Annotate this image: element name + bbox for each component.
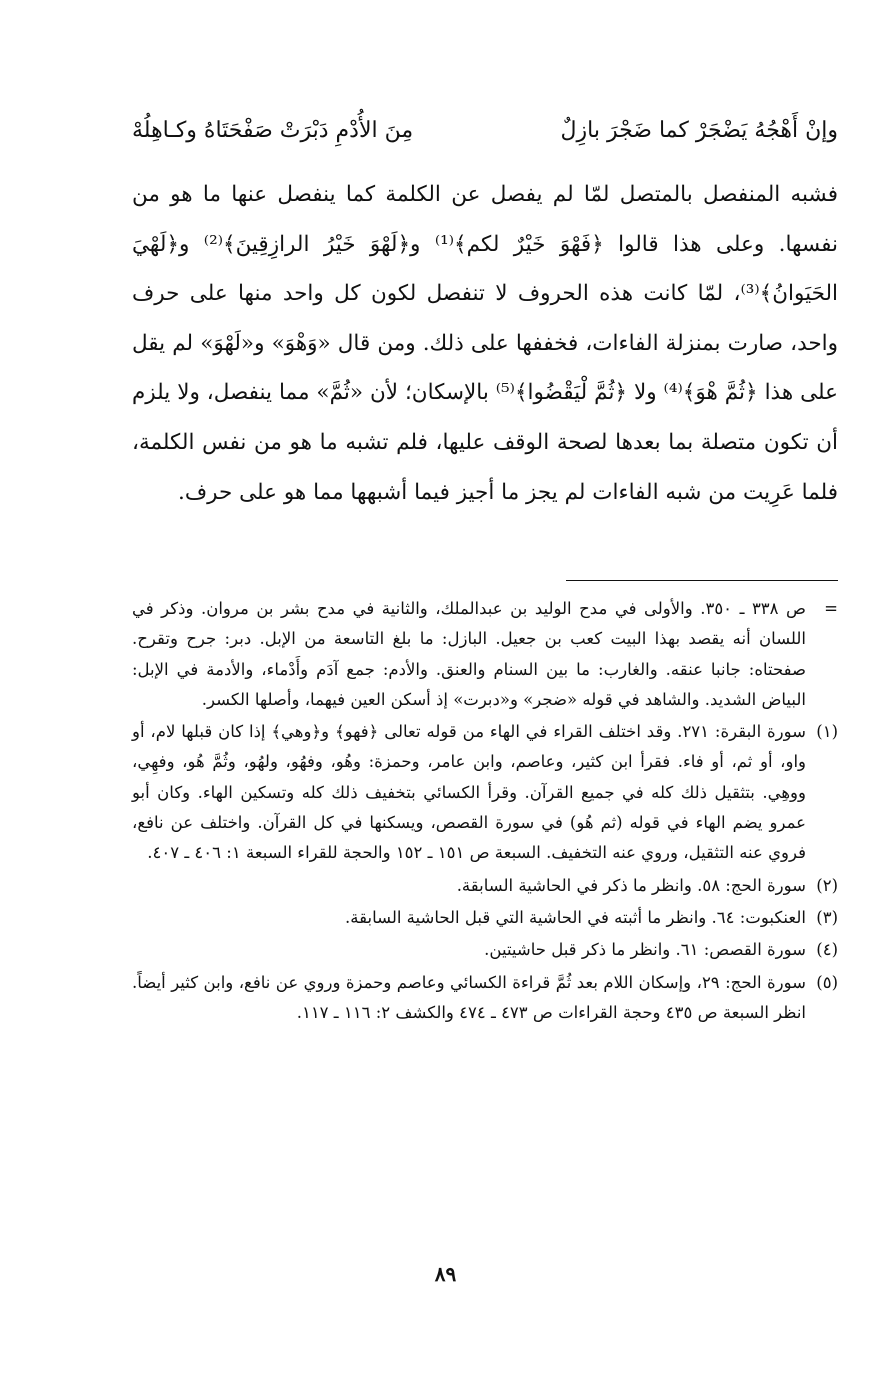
footnote-text: العنكبوت: ٦٤. وانظر ما أثبته في الحاشية التي قبل الحاشية السابقة. (345, 907, 806, 927)
footnote-marker: (٣) (816, 907, 838, 927)
footnote-4 (132, 935, 838, 965)
footnotes (132, 594, 838, 1028)
footnote-continuation (132, 594, 838, 715)
main-paragraph: فشبه المنفصل بالمتصل لمّا لم يفصل عن الكلمة كما ينفصل عنها ما هو من نفسها. وعلى هذا قالوا ﴿فَهْوَ خَيْرٌ لكم﴾⁽¹⁾ و﴿لَهْوَ خَيْرُ الرازِقِينَ﴾⁽²⁾ و﴿لَهْيَ الحَيَوانُ﴾⁽³⁾، لمّا كانت هذه الحروف لا تنفصل لكون كل واحد منها على حرف واحد، صارت بمنزلة الفاءات، فخففها على ذلك. ومن قال «وَهْوَ» و«لَهْوَ» لم يقل على هذا ﴿ثُمَّ هْوَ﴾⁽⁴⁾ ولا ﴿ثُمَّ لْيَقْضُوا﴾⁽⁵⁾ بالإسكان؛ لأن «ثُمَّ» مما ينفصل، ولا يلزم أن تكون متصلة بما بعدها لصحة الوقف عليها، فلم تشبه ما هو من نفس الكلمة، فلما عَرِيت من شبه الفاءات لم يجز ما أجيز فيما أشبهها مما هو على حرف. (132, 182, 838, 505)
footnote-marker: (١) (816, 722, 838, 742)
footnote-3 (132, 903, 838, 933)
footnote-marker: = (824, 599, 838, 618)
footnote-marker: (٤) (816, 940, 838, 960)
footnote-text: سورة الحج: ٥٨. وانظر ما ذكر في الحاشية السابقة. (456, 875, 806, 895)
footnote-marker: (٢) (816, 875, 838, 895)
page-number: ٨٩ (434, 1262, 457, 1286)
footnote-text: سورة القصص: ٦١. وانظر ما ذكر قبل حاشيتين. (484, 940, 806, 960)
footnote-5 (132, 968, 838, 1029)
footnote-text: ص ٣٣٨ ـ ٣٥٠. والأولى في مدح الوليد بن عبدالملك، والثانية في مدح بشر بن مروان. وذكر في اللسان أنه يقصد بهذا البيت كعب بن جعيل. البازل: ما بلغ التاسعة من الإبل. دبر: جرح وتقرح. صفحتاه: جانبا عنقه. والغارب: ما بين السنام والعنق. والأدم: جمع آدَم وأَدْماء، والأدمة في الإبل: البياض الشديد. والشاهد في قوله «ضجر» و«دبرت» إذ أسكن العين فيهما، وأصلها الكسر. (132, 599, 807, 709)
footnote-marker: (٥) (816, 972, 838, 992)
verse-first-hemistich: وإنْ أَهْجُهُ يَضْجَرْ كما ضَجْرَ بازِلٌ (560, 117, 838, 143)
verse-second-hemistich: مِنَ الأُدْمِ دَبْرَتْ صَفْحَتَاهُ وكـاهِلُهْ (132, 117, 414, 143)
footnote-divider (566, 580, 838, 581)
footnote-1 (132, 717, 838, 868)
footnote-2 (132, 871, 838, 901)
footnote-text: سورة البقرة: ٢٧١. وقد اختلف القراء في الهاء من قوله تعالى ﴿فهو﴾ و﴿وهي﴾ إذا كان قبلها لام، أو واو، أو ثم، أو فاء. فقرأ ابن كثير، وعاصم، وابن عامر، وحمزة: وهُو، وفهُو، ولهُو، وثُمَّ هُو، وفهِي، ووهِي. بتثقيل ذلك كله في جميع القرآن. وقرأ الكسائي بتخفيف ذلك كله وتسكين الهاء. وكان أبو عمرو يضم الهاء في قوله (ثم هُو) في سورة القصص، ويسكنها في كل القرآن. واختلف عن نافع، فروي عنه التثقيل، وروي عنه التخفيف. السبعة ص ١٥١ ـ ١٥٢ والحجة للقراء السبعة ١: ٤٠٦ ـ ٤٠٧. (132, 722, 807, 863)
footnote-text: سورة الحج: ٢٩، وإسكان اللام بعد ثُمَّ قراءة الكسائي وعاصم وحمزة وروي عن نافع، وابن كثير أيضاً. انظر السبعة ص ٤٣٥ وحجة القراءات ص ٤٧٣ ـ ٤٧٤ والكشف ٢: ١١٦ ـ ١١٧. (132, 972, 806, 1022)
poetry-verse (132, 108, 838, 152)
